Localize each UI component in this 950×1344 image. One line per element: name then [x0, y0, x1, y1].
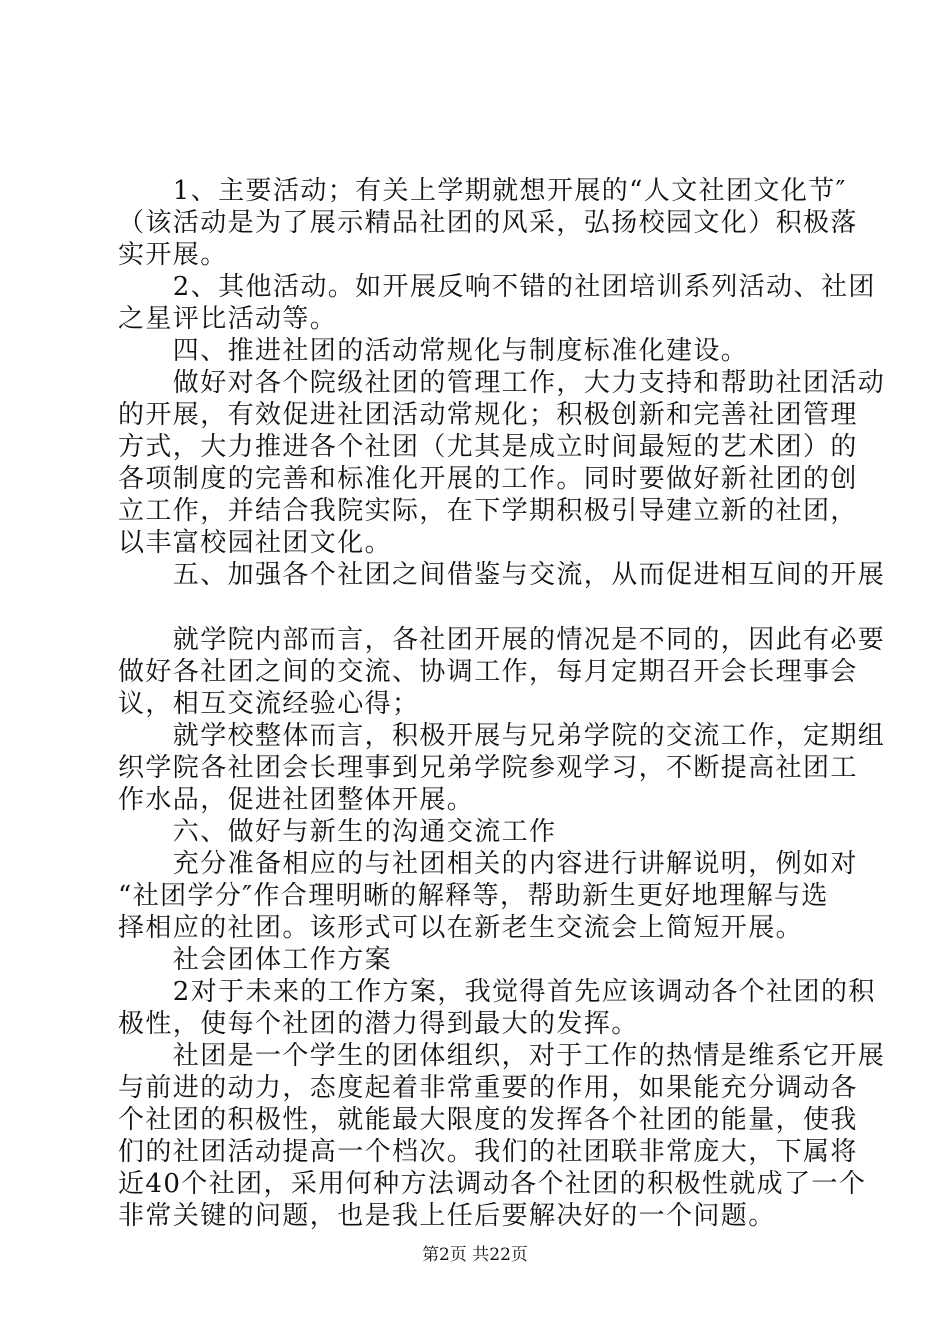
- body-line: 实开展。: [118, 240, 228, 270]
- section-heading: 六、做好与新生的沟通交流工作: [118, 817, 557, 847]
- section-heading: 社会团体工作方案: [118, 945, 393, 975]
- body-line: 们的社团活动提高一个档次。我们的社团联非常庞大，下属将: [118, 1137, 858, 1167]
- body-line: 与前进的动力，态度起着非常重要的作用，如果能充分调动各: [118, 1073, 858, 1103]
- body-line: 2、其他活动。如开展反响不错的社团培训系列活动、社团: [118, 272, 876, 302]
- body-line: 近40个社团，采用何种方法调动各个社团的积极性就成了一个: [118, 1169, 867, 1199]
- body-line: （该活动是为了展示精品社团的风采，弘扬校园文化）积极落: [118, 208, 858, 238]
- body-line: 的开展，有效促进社团活动常规化；积极创新和完善社团管理: [118, 400, 858, 430]
- body-line: 1、主要活动；有关上学期就想开展的“人文社团文化节″: [118, 176, 847, 206]
- body-line: 非常关键的问题，也是我上任后要解决好的一个问题。: [118, 1201, 776, 1231]
- body-line: 立工作，并结合我院实际，在下学期积极引导建立新的社团，: [118, 496, 858, 526]
- body-line: 极性，使每个社团的潜力得到最大的发挥。: [118, 1009, 639, 1039]
- body-line: 以丰富校园社团文化。: [118, 528, 393, 558]
- body-line: 之星评比活动等。: [118, 304, 338, 334]
- body-line: 议，相互交流经验心得；: [118, 689, 420, 719]
- body-line: 方式，大力推进各个社团（尤其是成立时间最短的艺术团）的: [118, 432, 858, 462]
- body-line: 个社团的积极性，就能最大限度的发挥各个社团的能量，使我: [118, 1105, 858, 1135]
- section-heading: 五、加强各个社团之间借鉴与交流，从而促进相互间的开展: [118, 560, 886, 590]
- body-line: 各项制度的完善和标准化开展的工作。同时要做好新社团的创: [118, 464, 858, 494]
- body-line: 织学院各社团会长理事到兄弟学院参观学习，不断提高社团工: [118, 753, 858, 783]
- body-line: 2对于未来的工作方案，我觉得首先应该调动各个社团的积: [118, 977, 876, 1007]
- body-line: 充分准备相应的与社团相关的内容进行讲解说明，例如对: [118, 849, 858, 879]
- body-line: 社团是一个学生的团体组织，对于工作的热情是维系它开展: [118, 1041, 886, 1071]
- body-line: “社团学分″作合理明晰的解释等，帮助新生更好地理解与选: [118, 881, 829, 911]
- body-line: 就学院内部而言，各社团开展的情况是不同的，因此有必要: [118, 625, 886, 655]
- body-line: 就学校整体而言，积极开展与兄弟学院的交流工作，定期组: [118, 721, 886, 751]
- body-line: 做好各社团之间的交流、协调工作，每月定期召开会长理事会: [118, 657, 858, 687]
- page-footer: 第2页 共22页: [422, 1245, 528, 1265]
- body-line: 做好对各个院级社团的管理工作，大力支持和帮助社团活动: [118, 368, 886, 398]
- section-heading: 四、推进社团的活动常规化与制度标准化建设。: [118, 336, 749, 366]
- body-line: 作水品，促进社团整体开展。: [118, 785, 475, 815]
- body-line: 择相应的社团。该形式可以在新老生交流会上简短开展。: [118, 913, 804, 943]
